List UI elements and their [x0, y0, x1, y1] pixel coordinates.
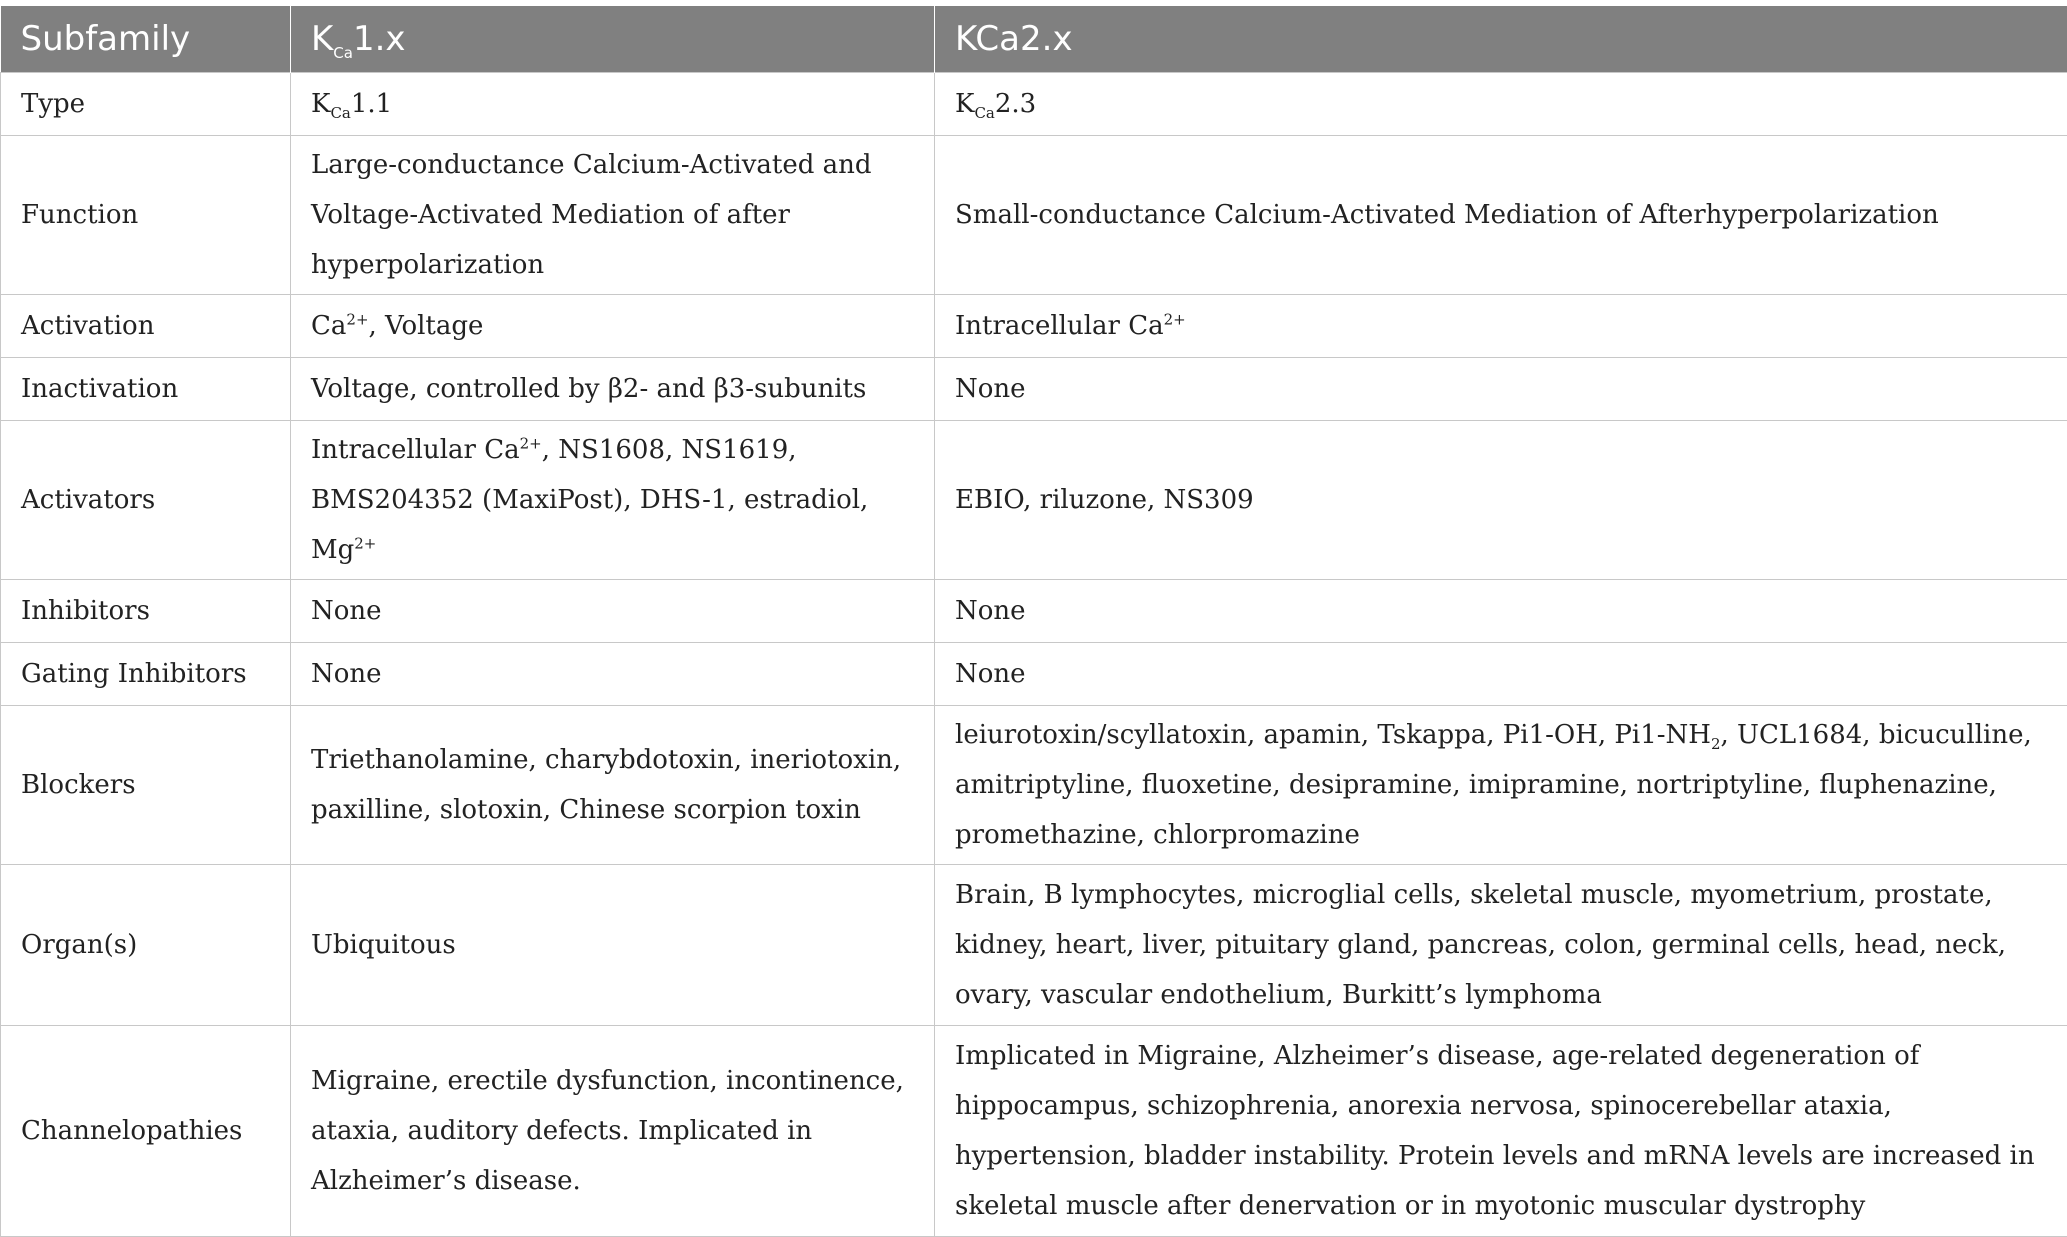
cell-text: None: [311, 659, 382, 689]
table-row: [1, 1026, 2067, 1237]
subscript-text: Ca: [333, 44, 353, 62]
cell-kca2x-organs: [935, 865, 2067, 1026]
row-label-inactivation: [1, 358, 291, 421]
cell-kca2x-inactivation: [935, 358, 2067, 421]
row-label-inhibitors: [1, 580, 291, 643]
cell-text: Implicated in Migraine, Alzheimer’s disease, age-related degeneration of hippocampus, schizophrenia, anorexia nervosa, spinocerebellar ataxia, hypertension, bladder instability. Protein levels and mRNA levels are increased in skeletal muscle after denervation or in myotonic muscular dystrophy: [955, 1041, 2043, 1221]
table-row: [1, 73, 2067, 136]
cell-text: , UCL1684, bicuculline, amitriptyline, fluoxetine, desipramine, imipramine, nortriptyline, fluphenazine, promethazine, chlorpromazine: [955, 720, 2040, 850]
cell-text: Function: [21, 200, 138, 230]
cell-kca2x-function: [935, 136, 2067, 295]
cell-text: Type: [21, 89, 85, 119]
cell-kca2x-inhibitors: [935, 580, 2067, 643]
table-row: [1, 865, 2067, 1026]
superscript-text: 2+: [346, 310, 368, 328]
cell-kca1x-gating-inhibitors: [291, 643, 935, 706]
cell-text: Gating Inhibitors: [21, 659, 247, 689]
cell-kca2x-blockers: [935, 706, 2067, 865]
cell-kca1x-activation: [291, 295, 935, 358]
cell-text: , NS1608, NS1619, BMS204352 (MaxiPost), DHS-1, estradiol, Mg: [311, 435, 877, 565]
cell-text: Ca: [311, 311, 346, 341]
cell-kca1x-channelopathies: [291, 1026, 935, 1237]
cell-kca2x-gating-inhibitors: [935, 643, 2067, 706]
row-label-organs: [1, 865, 291, 1026]
cell-text: K: [311, 89, 330, 119]
table-row: [1, 136, 2067, 295]
cell-text: Organ(s): [21, 930, 137, 960]
subscript-text: Ca: [330, 104, 350, 122]
cell-text: K: [311, 19, 333, 59]
subscript-text: 2: [1711, 735, 1721, 753]
cell-text: 2.3: [995, 89, 1036, 119]
cell-kca1x-blockers: [291, 706, 935, 865]
row-label-activation: [1, 295, 291, 358]
cell-text: Blockers: [21, 770, 136, 800]
cell-kca1x-organs: [291, 865, 935, 1026]
superscript-text: 2+: [520, 434, 542, 452]
cell-text: KCa2.x: [955, 19, 1073, 59]
cell-kca1x-inhibitors: [291, 580, 935, 643]
cell-text: Small-conductance Calcium-Activated Mediation of Afterhyperpolarization: [955, 200, 1939, 230]
table-header: [1, 6, 2067, 73]
cell-kca2x-type: [935, 73, 2067, 136]
table-row: [1, 643, 2067, 706]
cell-kca1x-activators: [291, 421, 935, 580]
cell-text: Intracellular Ca: [955, 311, 1164, 341]
cell-text: 1.x: [353, 19, 406, 59]
cell-text: K: [955, 89, 974, 119]
row-label-channelopathies: [1, 1026, 291, 1237]
cell-kca1x-inactivation: [291, 358, 935, 421]
row-label-activators: [1, 421, 291, 580]
cell-kca1x-function: [291, 136, 935, 295]
cell-text: None: [955, 659, 1026, 689]
header-row: [1, 6, 2067, 73]
table-body: [1, 73, 2067, 1237]
cell-kca1x-type: [291, 73, 935, 136]
header-cell-kca1x: [291, 6, 935, 73]
cell-text: Ubiquitous: [311, 930, 456, 960]
cell-text: None: [955, 374, 1026, 404]
cell-text: Brain, B lymphocytes, microglial cells, skeletal muscle, myometrium, prostate, kidney, heart, liver, pituitary gland, pancreas, colon, germinal cells, head, neck, ovary, vascular endothelium, Burkitt’s lymphoma: [955, 880, 2014, 1010]
cell-text: None: [311, 596, 382, 626]
superscript-text: 2+: [354, 534, 376, 552]
superscript-text: 2+: [1164, 310, 1186, 328]
cell-text: Intracellular Ca: [311, 435, 520, 465]
header-cell-kca2x: [935, 6, 2067, 73]
cell-text: Triethanolamine, charybdotoxin, ineriotoxin, paxilline, slotoxin, Chinese scorpion toxin: [311, 745, 909, 825]
cell-text: leiurotoxin/scyllatoxin, apamin, Tskappa, Pi1-OH, Pi1-NH: [955, 720, 1711, 750]
cell-text: 1.1: [351, 89, 392, 119]
row-label-type: [1, 73, 291, 136]
cell-text: EBIO, riluzone, NS309: [955, 485, 1254, 515]
data-table-container: [0, 6, 2067, 1237]
cell-text: Channelopathies: [21, 1116, 242, 1146]
row-label-blockers: [1, 706, 291, 865]
cell-text: Inhibitors: [21, 596, 150, 626]
cell-text: Activators: [21, 485, 155, 515]
cell-text: None: [955, 596, 1026, 626]
cell-kca2x-channelopathies: [935, 1026, 2067, 1237]
subscript-text: Ca: [974, 104, 994, 122]
cell-kca2x-activation: [935, 295, 2067, 358]
cell-kca2x-activators: [935, 421, 2067, 580]
cell-text: Migraine, erectile dysfunction, incontinence, ataxia, auditory defects. Implicated in Alzheimer’s disease.: [311, 1066, 912, 1196]
table-row: [1, 706, 2067, 865]
table-row: [1, 421, 2067, 580]
cell-text: Voltage, controlled by β2- and β3-subunits: [311, 374, 866, 404]
cell-text: Subfamily: [21, 19, 191, 59]
kca-channel-comparison-table: [0, 6, 2067, 1237]
table-row: [1, 580, 2067, 643]
row-label-gating-inhibitors: [1, 643, 291, 706]
cell-text: Activation: [21, 311, 154, 341]
cell-text: , Voltage: [369, 311, 484, 341]
table-row: [1, 358, 2067, 421]
cell-text: Inactivation: [21, 374, 178, 404]
header-cell-subfamily: [1, 6, 291, 73]
table-row: [1, 295, 2067, 358]
row-label-function: [1, 136, 291, 295]
cell-text: Large-conductance Calcium-Activated and Voltage-Activated Mediation of after hyperpolarization: [311, 150, 880, 280]
